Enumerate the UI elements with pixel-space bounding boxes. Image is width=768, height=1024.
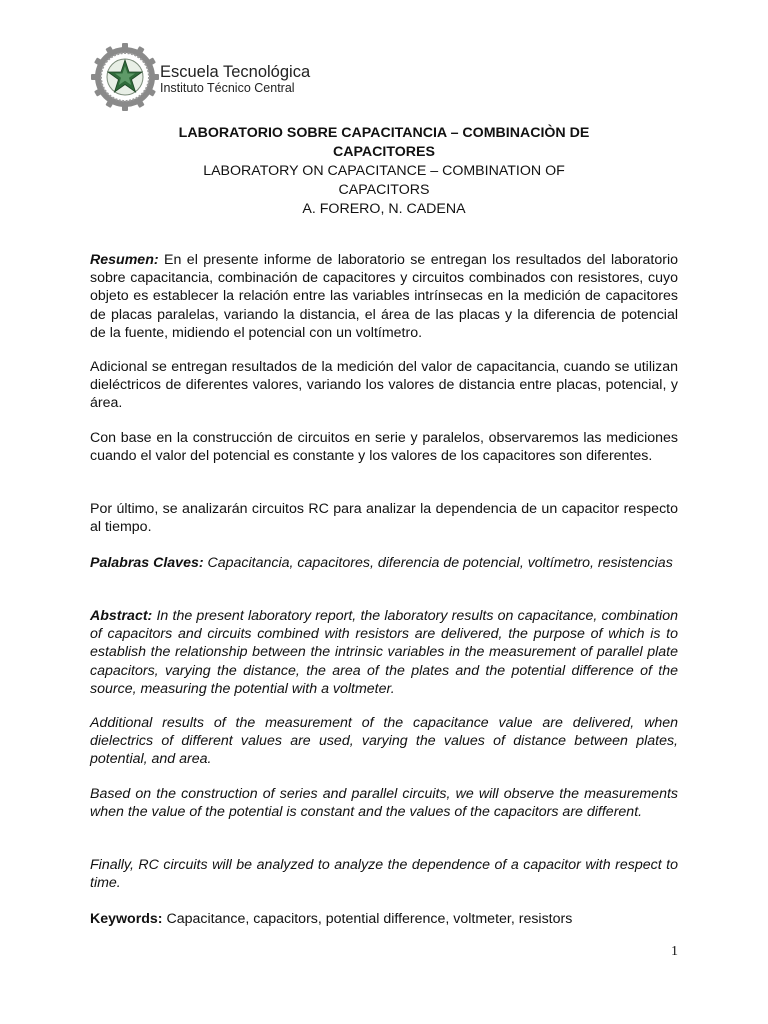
resumen-paragraph-2: Adicional se entregan resultados de la medición del valor de capacitancia, cuando se utilizan dieléctricos de diferentes valores, variando los valores de distancia entre placas, potencial, y área. (90, 359, 678, 412)
abstract-paragraph (90, 607, 678, 698)
abstract-paragraph-4: Finally, RC circuits will be analyzed to analyze the dependence of a capacitor with respect to time. (90, 857, 678, 892)
logo-school-subtitle: Instituto Técnico Central (160, 81, 295, 95)
palabras-claves-paragraph (90, 554, 678, 572)
resumen-paragraph-3: Con base en la construcción de circuitos en serie y paralelos, observaremos las mediciones cuando el valor del potencial es constante y los valores de los capacitores son diferentes. (90, 430, 678, 465)
resumen-text: En el presente informe de laboratorio se entregan los resultados del laboratorio sobre capacitancia, combinación de capacitores y circuitos combinados con resistores, cuyo objeto es establecer la relación entre las variables intrínsecas en la medición de capacitores de placas paralelas, variando la distancia, el área de las placas y la diferencia de potencial de la fuente, midiendo el potencial con un voltímetro. (90, 252, 678, 341)
abstract-paragraph-2: Additional results of the measurement of the capacitance value are delivered, when dielectrics of different values are used, varying the values of distance between plates, potential, and area. (90, 715, 678, 768)
keywords-text: Capacitance, capacitors, potential difference, voltmeter, resistors (162, 911, 573, 927)
keywords-label: Keywords: (90, 911, 163, 927)
title-block (90, 124, 678, 219)
keywords-paragraph (90, 910, 678, 928)
abstract-paragraph-3: Based on the construction of series and parallel circuits, we will observe the measurements when the value of the potential is constant and the values of the capacitors are different. (90, 786, 678, 821)
palabras-claves-label: Palabras Claves: (90, 555, 204, 571)
abstract-label: Abstract: (90, 608, 153, 624)
logo-school-name: Escuela Tecnológica (160, 63, 311, 81)
authors: A. FORERO, N. CADENA (302, 201, 466, 217)
resumen-paragraph-4: Por último, se analizarán circuitos RC para analizar la dependencia de un capacitor respecto al tiempo. (90, 501, 678, 536)
gear-star-seal-icon (90, 42, 160, 112)
title-spanish: LABORATORIO SOBRE CAPACITANCIA – COMBINACIÒN DE CAPACITORES (178, 125, 590, 160)
page-number: 1 (671, 944, 678, 959)
resumen-paragraph (90, 251, 678, 342)
title-english: LABORATORY ON CAPACITANCE – COMBINATION OF CAPACITORS (203, 163, 565, 198)
school-logo (90, 42, 311, 116)
abstract-text: In the present laboratory report, the laboratory results on capacitance, combination of capacitors and circuits combined with resistors are delivered, the purpose of which is to establish the relationship between the intrinsic variables in the measurement of parallel plate capacitors, varying the distance, the area of the plates and the potential difference of the source, measuring the potential with a voltmeter. (90, 608, 678, 697)
resumen-label: Resumen: (90, 252, 159, 268)
palabras-claves-text: Capacitancia, capacitores, diferencia de potencial, voltímetro, resistencias (203, 555, 673, 571)
